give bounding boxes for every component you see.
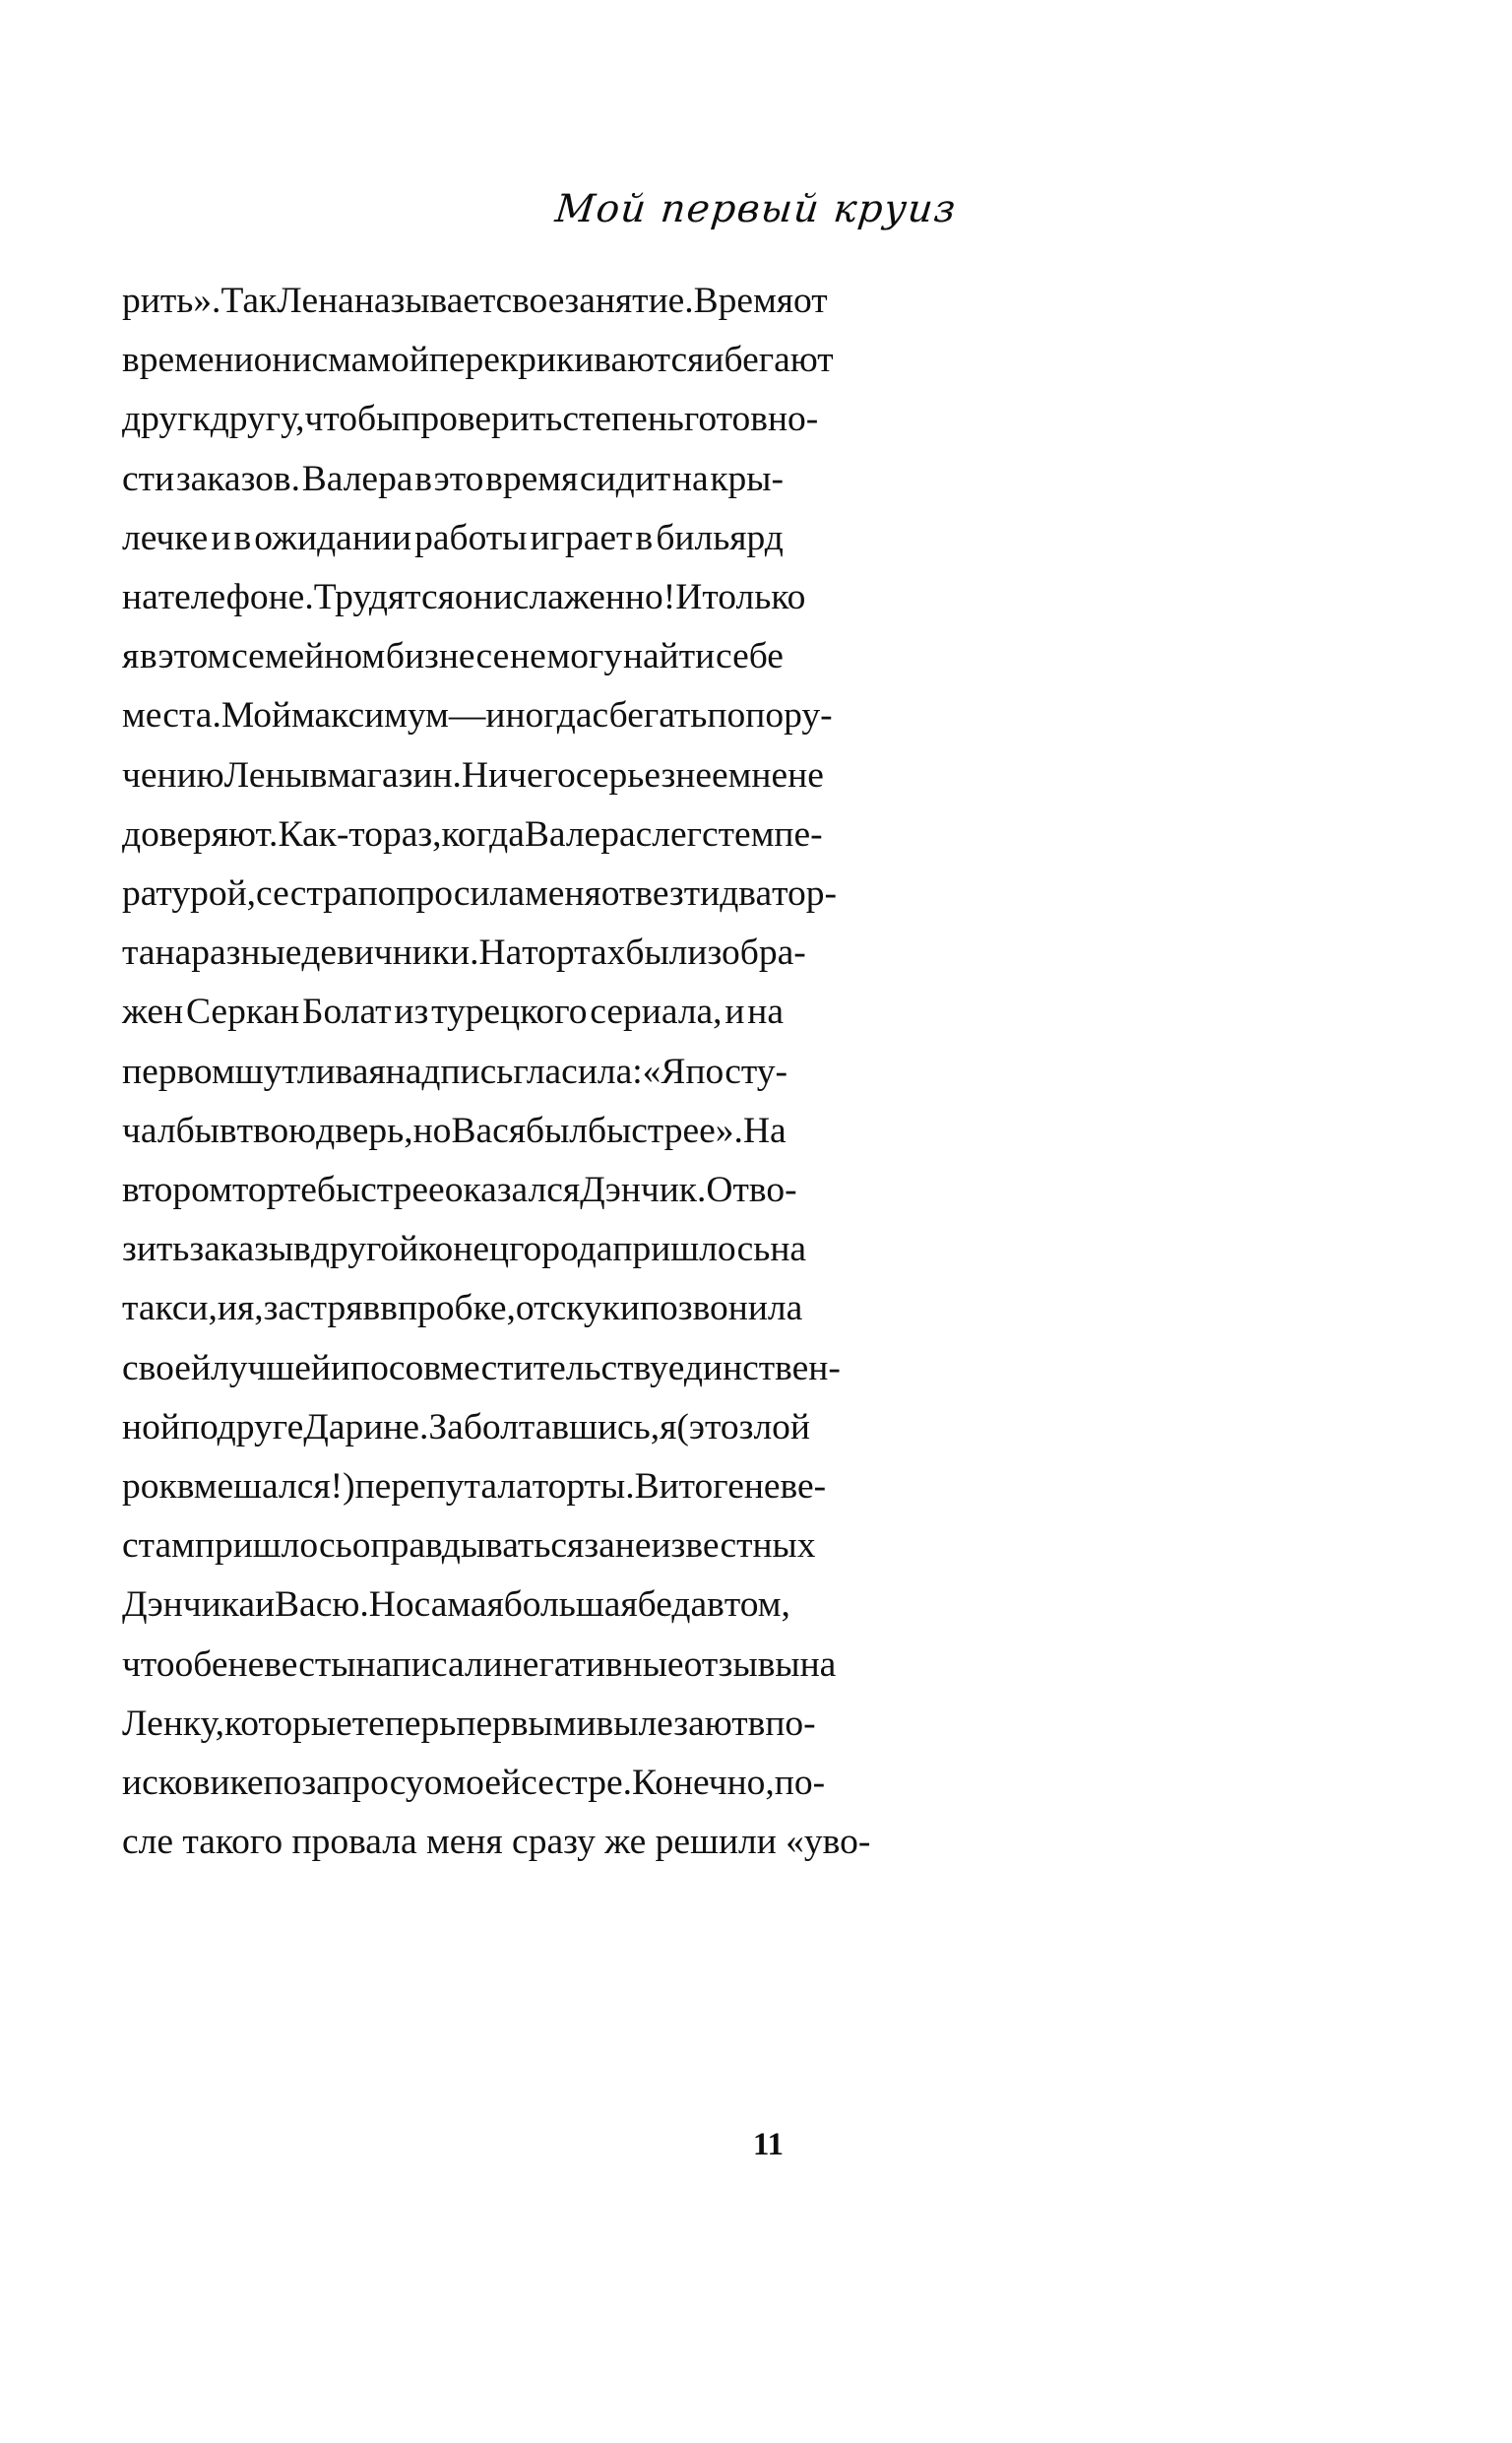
body-word: сестре.	[521, 1763, 633, 1804]
body-line	[122, 746, 824, 805]
body-word: в	[233, 517, 252, 558]
body-word: пору-	[745, 695, 833, 737]
body-word: застряв	[263, 1288, 381, 1329]
body-word: от	[515, 1288, 550, 1329]
body-word: такси,	[122, 1288, 218, 1329]
body-word: в	[707, 1584, 724, 1626]
body-line	[122, 450, 784, 509]
body-word: твою	[236, 1110, 317, 1151]
body-word: Время	[693, 281, 794, 321]
body-word: отвезти	[600, 873, 721, 915]
body-word: —	[448, 695, 486, 737]
body-word: торты.	[532, 1466, 635, 1508]
body-word: «Я	[642, 1051, 686, 1092]
body-word: лучшей	[211, 1347, 331, 1388]
body-word: На	[478, 932, 523, 974]
body-word: времени	[122, 340, 254, 381]
body-word: когда	[441, 813, 525, 855]
body-word: максимум	[291, 695, 449, 737]
body-word: Мой	[220, 695, 292, 737]
body-line	[122, 568, 806, 627]
body-word: был	[526, 1110, 588, 1151]
running-head: Мой первый круиз	[552, 187, 960, 231]
body-word: темпе-	[718, 813, 823, 855]
body-word: но	[412, 1110, 452, 1151]
body-word: другу,	[210, 399, 305, 440]
body-line	[122, 1754, 826, 1813]
body-word: бильярд	[656, 517, 784, 558]
body-word: на	[122, 577, 158, 618]
body-word: совместительству	[388, 1347, 668, 1388]
body-word: быстрее».	[588, 1110, 743, 1151]
body-word: В	[634, 1466, 660, 1508]
body-word: Лены	[223, 754, 310, 796]
body-line	[122, 1279, 803, 1338]
body-word: сериала,	[590, 992, 723, 1033]
body-word: Серкан	[185, 992, 300, 1033]
body-word: чал	[122, 1110, 176, 1151]
body-line	[122, 983, 784, 1042]
body-word: жен	[122, 992, 184, 1033]
body-word: Лена	[277, 281, 354, 321]
body-word: отзывы	[683, 1643, 800, 1685]
body-word: готовно-	[683, 399, 819, 440]
body-word: и	[704, 340, 724, 381]
body-word: свое	[495, 281, 565, 321]
body-word: с	[311, 340, 329, 381]
body-word: в	[309, 754, 328, 796]
body-word: Валера	[524, 813, 636, 855]
body-word: работы	[414, 517, 528, 558]
body-word: торте	[231, 1170, 317, 1211]
body-word: в	[635, 517, 654, 558]
body-line	[122, 1161, 797, 1220]
body-word: из	[394, 992, 429, 1033]
body-word: своей	[122, 1347, 212, 1388]
body-word: и	[724, 992, 745, 1033]
body-word: на	[671, 458, 709, 499]
body-word: слаженно!	[512, 577, 676, 618]
body-word: ной	[122, 1406, 180, 1447]
body-word: иногда	[485, 695, 593, 737]
body-word: в	[380, 1288, 398, 1329]
body-word: в	[140, 636, 158, 677]
body-word: степень	[562, 399, 684, 440]
body-line	[122, 331, 834, 390]
body-word: тортах	[522, 932, 626, 974]
body-word: попросила	[357, 873, 525, 915]
body-word: себе	[715, 636, 784, 677]
body-word: Дэнчика	[122, 1584, 255, 1626]
body-word: исковике	[122, 1763, 264, 1804]
body-word: гласила:	[513, 1051, 643, 1092]
body-word: только	[702, 577, 806, 618]
body-word: посту-	[685, 1051, 788, 1092]
body-word: по	[707, 695, 746, 737]
body-word: кры-	[710, 458, 784, 499]
body-word: о	[423, 1763, 443, 1804]
body-word: бы	[175, 1110, 220, 1151]
body-word: и	[330, 1347, 351, 1388]
body-word: позвонила	[639, 1288, 803, 1329]
body-word: по	[350, 1347, 389, 1388]
body-word: Дарине.	[303, 1406, 429, 1447]
body-word: написали	[355, 1643, 503, 1685]
body-word: которые	[223, 1703, 352, 1744]
body-word: на	[747, 992, 784, 1033]
body-word: я	[660, 1406, 677, 1447]
body-word: вылезают	[596, 1703, 748, 1744]
body-word: разные	[191, 932, 302, 974]
body-word: дверь,	[316, 1110, 413, 1151]
body-word: Но	[368, 1584, 414, 1626]
body-word: изобра-	[687, 932, 806, 974]
body-word: места.	[122, 695, 221, 737]
body-word: сти	[122, 458, 175, 499]
body-word: время	[485, 458, 579, 499]
body-word: надпись	[385, 1051, 514, 1092]
body-word: оправдываться	[351, 1525, 585, 1567]
body-word: первом	[122, 1051, 235, 1092]
body-word: Болат	[302, 992, 392, 1033]
body-word: был	[625, 932, 688, 974]
body-word: семейном	[231, 636, 386, 677]
body-word: могу	[546, 636, 623, 677]
body-word: негативные	[502, 1643, 684, 1685]
body-word: девичники.	[301, 932, 479, 974]
body-line	[122, 1043, 788, 1102]
page-number: 11	[752, 2127, 784, 2162]
body-word: найти	[622, 636, 716, 677]
body-word: меня	[525, 873, 601, 915]
body-word: и	[254, 1584, 276, 1626]
body-word: что	[122, 1643, 175, 1685]
body-word: бизнесе	[385, 636, 510, 677]
body-word: зить	[122, 1229, 190, 1270]
body-line	[122, 924, 806, 983]
body-word: заказов.	[175, 458, 301, 499]
body-word: заказы	[189, 1229, 294, 1270]
body-word: Трудятся	[313, 577, 455, 618]
body-word: стам	[122, 1525, 195, 1567]
body-word: на	[770, 1229, 807, 1270]
body-word: ожидании	[254, 517, 412, 558]
body-word: сбегать	[592, 695, 708, 737]
body-line	[122, 1516, 816, 1575]
body-word: злой	[738, 1406, 810, 1447]
body-word: моей	[442, 1763, 522, 1804]
body-word: ратурой,	[122, 873, 257, 915]
body-word: по-	[765, 1703, 816, 1744]
body-line	[122, 1220, 807, 1279]
body-line	[122, 509, 784, 568]
body-word: вмешался!)	[176, 1466, 355, 1508]
body-word: первыми	[456, 1703, 597, 1744]
body-word: та	[122, 932, 156, 974]
body-word: конец	[418, 1229, 510, 1270]
body-word: пришлось	[194, 1525, 352, 1567]
body-word: сидит	[579, 458, 671, 499]
body-line	[122, 1575, 790, 1635]
body-word: проверить	[401, 399, 563, 440]
body-word: называет	[353, 281, 496, 321]
body-word: бегают	[724, 340, 834, 381]
body-word: не	[788, 754, 824, 796]
body-word: Валера	[301, 458, 413, 499]
body-word: лечке	[122, 517, 209, 558]
body-word: от	[793, 281, 828, 321]
body-word: беда	[637, 1584, 708, 1626]
body-word: самая	[413, 1584, 504, 1626]
body-word: Так	[220, 281, 278, 321]
body-word: единствен-	[667, 1347, 841, 1388]
body-word: не	[510, 636, 546, 677]
body-word: слег	[635, 813, 702, 855]
body-word: оказался	[444, 1170, 581, 1211]
body-word: теперь	[351, 1703, 457, 1744]
body-word: они	[253, 340, 312, 381]
body-line	[122, 1339, 841, 1398]
body-line	[122, 1636, 837, 1695]
body-line	[122, 1457, 827, 1516]
body-word: (это	[676, 1406, 739, 1447]
body-line	[122, 1398, 810, 1457]
body-word: друг	[122, 399, 193, 440]
body-word: мамой	[328, 340, 429, 381]
body-word: быстрее	[316, 1170, 445, 1211]
body-word: с	[702, 813, 719, 855]
body-word: в	[414, 458, 432, 499]
body-line	[122, 272, 828, 331]
body-word: в	[219, 1110, 237, 1151]
body-word: города	[509, 1229, 613, 1270]
body-word: Ленку,	[122, 1703, 224, 1744]
body-line	[122, 390, 819, 449]
body-word: на	[799, 1643, 837, 1685]
body-word: перекрикиваются	[428, 340, 705, 381]
body-word: телефоне.	[158, 577, 314, 618]
body-word: рить».	[122, 281, 221, 321]
body-word: шутливая	[234, 1051, 386, 1092]
body-word: в	[747, 1703, 766, 1744]
body-word: Заболтавшись,	[428, 1406, 661, 1447]
body-word: На	[742, 1110, 787, 1151]
body-word: и	[211, 517, 231, 558]
body-word: Ничего	[461, 754, 576, 796]
body-word: обе	[174, 1643, 228, 1685]
body-word: этом	[158, 636, 231, 677]
body-word: втором	[122, 1170, 232, 1211]
body-word: рок	[122, 1466, 177, 1508]
body-word: Васю.	[275, 1584, 369, 1626]
body-line	[122, 1695, 816, 1754]
body-word: Вася	[451, 1110, 526, 1151]
body-word: серьезнее	[575, 754, 728, 796]
body-word: тор-	[772, 873, 838, 915]
body-word: за	[584, 1525, 615, 1567]
body-word: Как-то	[278, 813, 383, 855]
body-word: большая	[503, 1584, 638, 1626]
body-word: том,	[724, 1584, 790, 1626]
body-word: в	[293, 1229, 311, 1270]
body-word: невесты	[227, 1643, 356, 1685]
body-word: два	[720, 873, 773, 915]
body-word: я	[122, 636, 140, 677]
body-word: раз,	[382, 813, 442, 855]
body-word: турецкого	[431, 992, 588, 1033]
body-word: перепутала	[354, 1466, 533, 1508]
body-word: и	[217, 1288, 237, 1329]
body-line	[122, 627, 784, 686]
body-line	[122, 1102, 787, 1161]
body-word: доверяют.	[122, 813, 279, 855]
body-word: сестра	[256, 873, 358, 915]
body-word: пробке,	[397, 1288, 516, 1329]
body-word: неизвестных	[614, 1525, 816, 1567]
body-word: Дэнчик.	[580, 1170, 707, 1211]
body-word: неве-	[743, 1466, 827, 1508]
body-paragraph	[122, 272, 871, 1872]
body-word: скуки	[549, 1288, 640, 1329]
body-word: к	[192, 399, 211, 440]
body-word: запросу	[301, 1763, 424, 1804]
body-word: чтобы	[304, 399, 402, 440]
body-word: итоге	[659, 1466, 744, 1508]
body-word: они	[454, 577, 513, 618]
body-line: сле такого провала меня сразу же решили «уво-	[122, 1822, 871, 1863]
body-word: на	[155, 932, 192, 974]
body-word: мне	[727, 754, 788, 796]
body-word: другой	[310, 1229, 419, 1270]
body-word: И	[675, 577, 703, 618]
body-word: пришлось	[612, 1229, 771, 1270]
body-word: Конечно,	[632, 1763, 775, 1804]
body-word: играет	[530, 517, 633, 558]
body-word: магазин.	[327, 754, 462, 796]
body-word: Отво-	[706, 1170, 797, 1211]
body-word: по-	[774, 1763, 826, 1804]
body-word: по	[263, 1763, 302, 1804]
body-word: подруге	[179, 1406, 304, 1447]
body-line	[122, 686, 833, 745]
body-word: занятие.	[564, 281, 694, 321]
body-word: я,	[236, 1288, 264, 1329]
body-word: чению	[122, 754, 224, 796]
body-line	[122, 865, 838, 924]
body-line	[122, 805, 823, 865]
body-word: это	[433, 458, 484, 499]
